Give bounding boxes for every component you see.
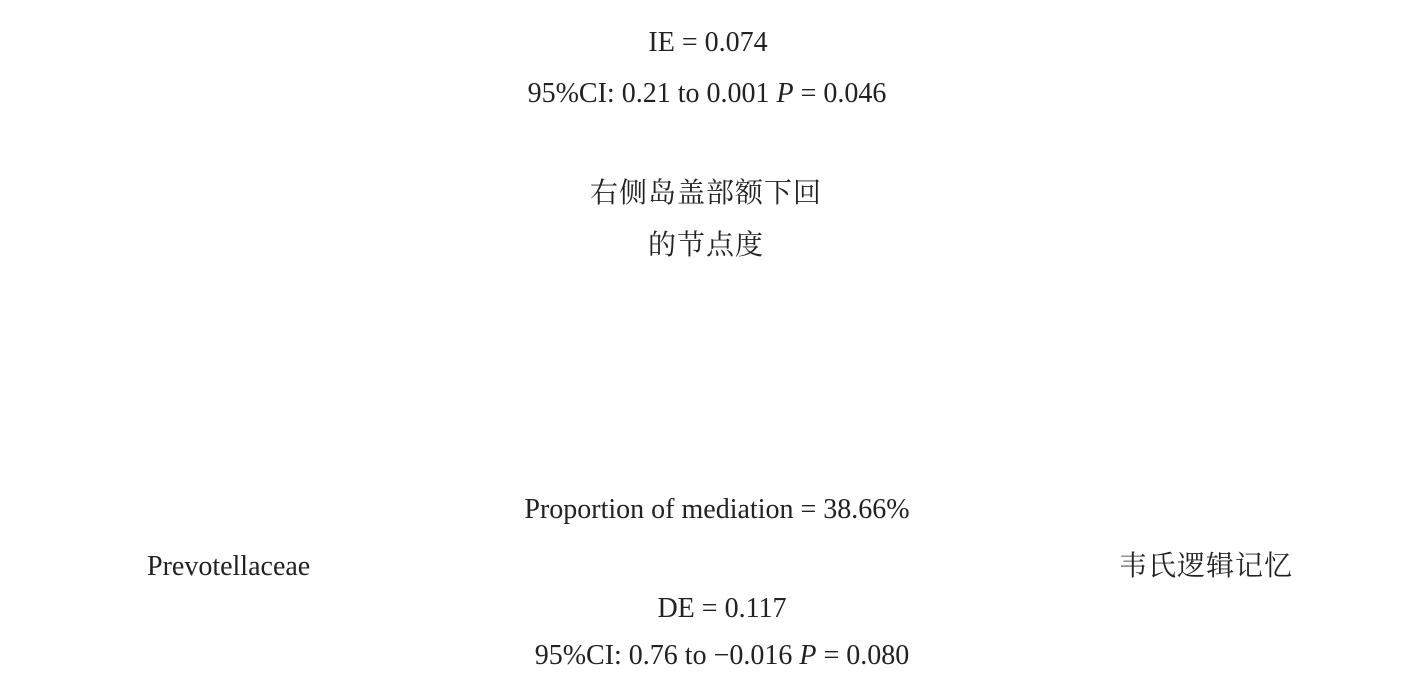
mediator-label-line2: 的节点度 [647, 228, 765, 261]
exposure-label: Prevotellaceae [147, 551, 311, 582]
mediator-label-line1: 右侧岛盖部额下回 [589, 176, 823, 209]
direct-effect-ci [535, 639, 910, 673]
indirect-effect-value: IE = 0.074 [648, 27, 768, 58]
outcome-label: 韦氏逻辑记忆 [1118, 549, 1294, 582]
indirect-effect-ci-range: 95%CI: 0.21 to 0.001 [527, 78, 770, 109]
direct-effect-p-label: P [799, 640, 817, 671]
proportion-of-mediation: Proportion of mediation = 38.66% [524, 494, 910, 525]
indirect-effect-p-value: = 0.046 [800, 78, 887, 109]
direct-effect-ci-range: 95%CI: 0.76 to −0.016 [534, 640, 793, 671]
indirect-effect-p-label: P [776, 78, 794, 109]
direct-effect-value: DE = 0.117 [657, 593, 787, 624]
indirect-effect-ci [528, 77, 887, 111]
direct-effect-p-value: = 0.080 [823, 640, 910, 671]
